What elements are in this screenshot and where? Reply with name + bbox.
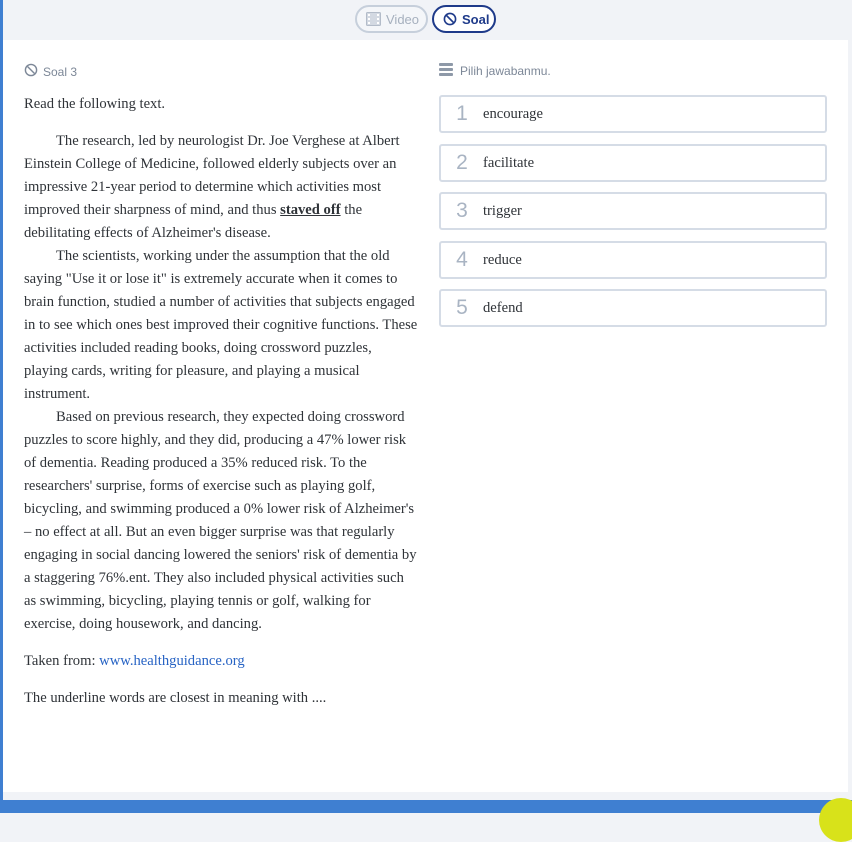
question-number-text: Soal 3 <box>43 64 78 79</box>
option-text: defend <box>483 299 523 316</box>
option-number: 1 <box>456 102 468 125</box>
question-icon <box>443 12 457 26</box>
tab-soal[interactable] <box>432 5 496 33</box>
tab-video[interactable] <box>355 5 428 33</box>
option-text: facilitate <box>483 154 535 171</box>
option-number: 2 <box>456 151 468 174</box>
answer-instruction <box>439 63 551 79</box>
list-icon <box>439 63 453 79</box>
source-line <box>24 650 419 673</box>
question-icon <box>24 63 38 80</box>
option-number: 5 <box>456 296 468 319</box>
option-text: reduce <box>483 251 522 268</box>
reading-paragraph-2: The scientists, working under the assumption that the old saying "Use it or lose it" is extremely accurate when it comes to brain function, studied a number of activities that subjects engaged in to see which ones best improved their cognitive functions. These activities included reading books, doing crossword puzzles, playing cards, writing for pleasure, and playing a musical instrument. <box>24 248 418 402</box>
frame-bottom-border <box>0 800 852 813</box>
source-prefix: Taken from: <box>24 653 100 669</box>
answer-option-1[interactable] <box>439 95 827 133</box>
corner-badge[interactable] <box>819 798 852 842</box>
question-prompt: The underline words are closest in meaning with .... <box>24 690 327 706</box>
question-text <box>24 93 419 710</box>
answer-instruction-text: Pilih jawabanmu. <box>460 64 551 78</box>
paragraph-1-after: the debilitating effects of Alzheimer's disease. <box>24 202 363 241</box>
option-number: 4 <box>456 248 468 271</box>
answer-option-5[interactable] <box>439 289 827 327</box>
reading-paragraph-3: Based on previous research, they expected doing crossword puzzles to score highly, and they did, producing a 47% lower risk of dementia. Reading produced a 35% reduced risk. To the researchers' surprise, forms of exercise such as playing golf, bicycling, and swimming produced a 0% lower risk of Alzheimer's – no effect at all. But an even bigger surprise was that regularly engaging in social dancing lowered the seniors' risk of dementia by a staggering 76%.ent. They also included physical activities such as swimming, bicycling, playing tennis or golf, walking for exercise, doing housework, and dancing. <box>24 409 417 632</box>
answer-option-2[interactable] <box>439 144 827 182</box>
option-text: encourage <box>483 105 543 122</box>
question-number-label <box>24 63 77 80</box>
reading-paragraph-1 <box>24 130 419 245</box>
tab-video-label: Video <box>386 11 420 27</box>
answer-option-4[interactable] <box>439 241 827 279</box>
answer-option-3[interactable] <box>439 192 827 230</box>
content-tabs <box>355 5 496 33</box>
film-icon <box>366 12 381 26</box>
question-intro: Read the following text. <box>24 96 166 112</box>
option-number: 3 <box>456 199 468 222</box>
source-link[interactable]: www.healthguidance.org <box>99 653 245 669</box>
option-text: trigger <box>483 202 522 219</box>
paragraph-1-before: The research, led by neurologist Dr. Joe Verghese at Albert Einstein College of Medicine, followed elderly subjects over an impressive 21-year period to determine which activities most improved their sharpness of mind, and thus <box>24 133 400 218</box>
underlined-phrase: staved off <box>280 202 341 218</box>
question-card <box>3 40 848 792</box>
tab-soal-label: Soal <box>462 11 490 27</box>
